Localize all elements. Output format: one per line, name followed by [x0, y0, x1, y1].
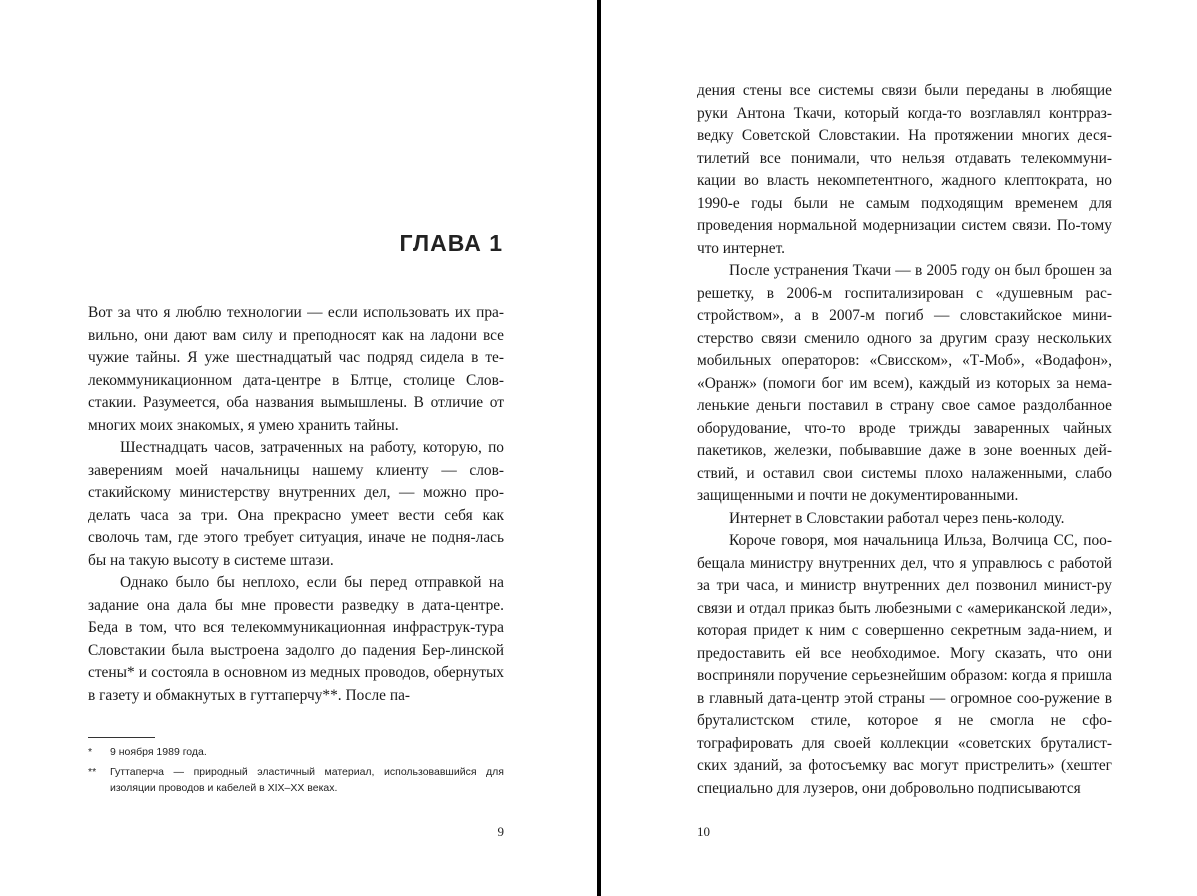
paragraph: Вот за что я люблю технологии — если использовать их пра-вильно, они дают вам силу и преподносят как на ладони все чужие тайны. Я уже шестнадцатый час подряд сидела в те-лекоммуникационном дата-центре в Блтце, столице Слов-стакии. Разумеется, оба названия вымышлены. В отличие от многих моих знакомых, я умею хранить тайны.	[88, 304, 504, 434]
paragraph: дения стены все системы связи были переданы в любящие руки Антона Ткачи, который когда-то возглавлял контрраз-ведку Советской Словстакии. На протяжении многих деся-тилетий все понимали, что нельзя отдавать телекоммуни-кации во власть некомпетентного, жадного клептократа, но 1990-е годы были не самым подходящим временем для проведения нормальной модернизации систем связи. По-тому что интернет.	[697, 82, 1112, 257]
footnote-mark: *	[88, 746, 93, 758]
paragraph: Однако было бы неплохо, если бы перед отправкой на задание она дала бы мне провести разведку в дата-центре. Беда в том, что вся телекоммуникационная инфраструк-тура Словстакии была выстроена задолго до падения Бер-линской стены* и состояла в основном из медных проводов, обернутых в газету и обмакнутых в гуттаперчу**. После па-	[88, 574, 504, 704]
right-page	[601, 0, 1197, 896]
chapter-heading: ГЛАВА 1	[399, 230, 503, 256]
footnote-text: Гуттаперча — природный эластичный материал, использовавшийся для изоляции проводов и кабелей в XIX–XX веках.	[110, 766, 504, 794]
paragraph: Шестнадцать часов, затраченных на работу, которую, по заверениям моей начальницы нашему клиенту — слов-стакийскому министерству внутренних дел, — можно про-делать часа за три. Она прекрасно умеет вести себя как сволочь там, где этого требует ситуация, иначе не подня-лась бы на такую высоту в системе штази.	[88, 439, 504, 569]
footnote	[88, 764, 504, 796]
footnote-divider	[88, 737, 155, 738]
right-page-body	[697, 80, 1112, 800]
left-page	[0, 0, 597, 896]
footnote-mark: **	[88, 766, 97, 778]
page-number-right: 10	[697, 824, 710, 839]
footnote-text: 9 ноября 1989 года.	[110, 746, 207, 758]
paragraph: После устранения Ткачи — в 2005 году он был брошен за решетку, в 2006-м госпитализирован с «душевным рас-стройством», а в 2007-м погиб — словстакийское мини-стерство связи сменило одного за другим сразу нескольких мобильных операторов: «Свисском», «Т-Моб», «Водафон», «Оранж» (помоги бог им всем), каждый из которых за нема-ленькие деньги поставил в страну свое самое раздолбанное оборудование, что-то вроде трижды заваренных чайных пакетиков, железки, побывавшие даже в зоне военных дей-ствий, и оставил свои системы плохо налаженными, слабо защищенными и почти не документированными.	[697, 262, 1112, 504]
paragraph: Короче говоря, моя начальница Ильза, Волчица СС, поо-бещала министру внутренних дел, что я управлюсь с работой за три часа, и министр внутренних дел позвонил минист-ру связи и отдал приказ быть любезными с «американской леди», которая придет к ним с совершенно секретным зада-нием, и предоставить ей все необходимое. Могу сказать, что они восприняли поручение серьезнейшим образом: когда я пришла в главный дата-центр этой страны — огромное соо-ружение в бруталистском стиле, которое я не смогла не сфо-тографировать для своей коллекции «советских бруталист-ских зданий, за фотосъемку вас могут пристрелить» (хештег специально для лузеров, они добровольно подписываются	[697, 532, 1112, 797]
footnote	[88, 744, 504, 760]
paragraph: Интернет в Словстакии работал через пень-колоду.	[729, 509, 1065, 527]
footnotes	[88, 744, 504, 800]
page-number-left: 9	[497, 824, 504, 839]
left-page-body	[88, 302, 504, 707]
